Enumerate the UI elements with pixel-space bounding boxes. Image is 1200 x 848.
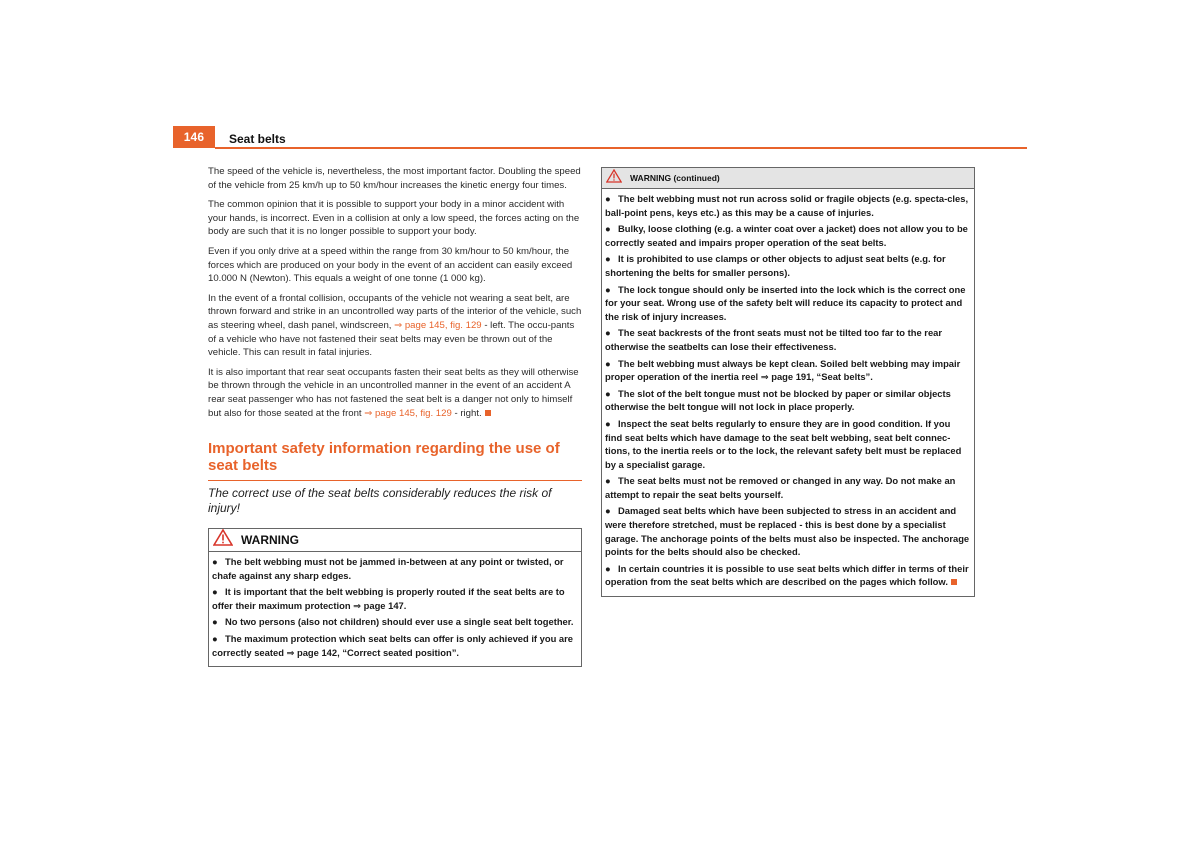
- bullet-icon: ●: [605, 387, 611, 399]
- warning-item-text: No two persons (also not children) should ever use a single seat belt together.: [225, 616, 574, 628]
- warning-header: [602, 168, 974, 189]
- warning-item-text: The seat belts must not be removed or changed in any way. Do not make an attempt to repair the seat belts yourself.: [605, 475, 956, 500]
- bullet-icon: ●: [605, 357, 611, 369]
- end-of-section-icon: [485, 410, 491, 416]
- warning-item: [605, 562, 970, 589]
- bullet-icon: ●: [605, 505, 611, 517]
- warning-item-text: The belt webbing must not be jammed in-between at any point or twisted, or chafe against any sharp edges.: [212, 556, 564, 581]
- bullet-icon: ●: [605, 475, 611, 487]
- warning-item: [605, 252, 970, 279]
- warning-item-text: Inspect the seat belts regularly to ensure they are in good condition. If you find seat belts which have damage to the seat belt webbing, seat belt connec-tions, to the inertia reels or to the lock, the relevant safety belt must be replaced by a specialist garage.: [605, 417, 962, 470]
- warning-item-text: Damaged seat belts which have been subjected to stress in an accident and were therefore stretched, must be replaced - this is best done by a specialist garage. The anchorage points of the belts must also be inspected. The anchorage points for the belts should also be checked.: [605, 505, 970, 558]
- bullet-icon: ●: [605, 417, 611, 429]
- bullet-icon: ●: [605, 223, 611, 235]
- warning-item: [605, 504, 970, 558]
- bullet-icon: ●: [605, 193, 611, 204]
- right-column: [601, 167, 975, 597]
- warning-item-text: It is prohibited to use clamps or other objects to adjust seat belts (e.g. for shortening the belts for smaller persons).: [605, 253, 946, 278]
- bullet-icon: ●: [605, 562, 611, 574]
- warning-item: [605, 192, 970, 219]
- paragraph: The speed of the vehicle is, nevertheless, the most important factor. Doubling the speed of the vehicle from 25 km/h up to 50 km/hour increases the kinetic energy four times.: [208, 166, 581, 191]
- paragraph-text: - right.: [451, 407, 482, 419]
- warning-item: [212, 632, 577, 659]
- warning-item-text: The belt webbing must not run across solid or fragile objects (e.g. specta-cles, ball-point pens, keys etc.) as this may be a cause of injuries.: [605, 193, 969, 218]
- warning-label: WARNING: [241, 533, 299, 548]
- bullet-icon: ●: [212, 556, 218, 568]
- bullet-icon: ●: [212, 633, 218, 645]
- warning-item: [605, 474, 970, 501]
- paragraph: The common opinion that it is possible to support your body in a minor accident with your hands, is incorrect. Even in a collision at only a low speed, the forces acting on the body are such that it is no longer possible to support your body.: [208, 199, 580, 238]
- warning-item: [605, 357, 970, 384]
- warning-item: [605, 222, 970, 249]
- warning-item-text: The maximum protection which seat belts can offer is only achieved if you are correctly seated ⇒ page 142, “Correct seated position”.: [212, 633, 574, 658]
- paragraph-text: In the event of a frontal collision, occupants of the vehicle not wearing a seat belt, are thrown forward and strike in an uncontrolled way parts of the interior of the vehicle, such as steering wheel, dash panel, windscreen,: [208, 292, 582, 331]
- warning-item-text: The slot of the belt tongue must not be blocked by paper or similar objects otherwise the belt tongue will not lock in place properly.: [605, 387, 951, 413]
- page-number: 146: [173, 126, 215, 148]
- warning-item: [605, 417, 970, 471]
- paragraph: Even if you only drive at a speed within the range from 30 km/hour to 50 km/hour, the forces which are produced on your body in the event of an accident can easily exceed 10.000 N (Newton). This equals a weight of one tonne (1 000 kg).: [208, 245, 573, 285]
- warning-item-text: In certain countries it is possible to use seat belts which differ in terms of their operation from the seat belts which are described on the pages which follow.: [605, 562, 969, 588]
- bullet-icon: ●: [212, 586, 218, 598]
- warning-item: [212, 555, 577, 582]
- section-divider: [208, 480, 582, 481]
- warning-item: [212, 615, 577, 629]
- warning-item-text: The lock tongue should only be inserted into the lock which is the correct one for your seat. Wrong use of the safety belt will reduce its capacity to protect and the risk of injury increases.: [605, 283, 966, 322]
- paragraph-text: - left. The occu-pants of a vehicle who have not fastened their seat belts may even be thrown out of the vehicle. This can result in fatal injuries.: [208, 319, 575, 359]
- paragraph-text: It is also important that rear seat occupants fasten their seat belts as they will otherwise be thrown through the vehicle in an uncontrolled manner in the event of an accident A rear seat passenger who has not fastened the seat belt is a danger not only to himself but also for those seated at the front: [208, 366, 579, 419]
- warning-item: [605, 387, 970, 414]
- warning-item: [212, 585, 577, 612]
- warning-item-text: Bulky, loose clothing (e.g. a winter coat over a jacket) does not allow you to be correctly seated and impairs proper operation of the seat belts.: [605, 223, 968, 248]
- warning-box-continued: [601, 167, 975, 597]
- warning-box: [208, 528, 582, 667]
- paragraph: [208, 292, 582, 360]
- warning-item: [605, 326, 970, 353]
- header-divider: [215, 147, 1027, 149]
- page-reference-link[interactable]: ⇒ page 145, fig. 129: [364, 407, 452, 419]
- warning-body: [209, 552, 581, 666]
- warning-item-text: It is important that the belt webbing is properly routed if the seat belts are to offer their maximum protection ⇒ page 147.: [212, 586, 565, 611]
- paragraph: [208, 366, 582, 420]
- left-column: [208, 165, 582, 667]
- warning-body: [602, 189, 974, 596]
- warning-header: [209, 529, 581, 552]
- page-title: Seat belts: [229, 132, 286, 146]
- warning-item-text: The belt webbing must always be kept clean. Soiled belt webbing may impair proper operation of the inertia reel ⇒ page 191, “Seat belts”.: [605, 357, 961, 383]
- section-heading: Important safety information regarding the use of seat belts: [208, 440, 560, 475]
- section-intro: The correct use of the seat belts considerably reduces the risk of injury!: [208, 486, 552, 516]
- warning-item: [605, 283, 970, 324]
- bullet-icon: ●: [605, 283, 611, 295]
- warning-item-text: The seat backrests of the front seats must not be tilted too far to the rear otherwise the seatbelts can lose their effectiveness.: [605, 327, 943, 352]
- bullet-icon: ●: [605, 253, 611, 265]
- bullet-icon: ●: [212, 616, 218, 628]
- page-reference-link[interactable]: ⇒ page 145, fig. 129: [394, 319, 482, 331]
- warning-triangle-icon: [606, 169, 622, 188]
- warning-label: WARNING (continued): [630, 173, 720, 183]
- end-of-section-icon: [951, 579, 957, 585]
- warning-triangle-icon: [213, 529, 233, 551]
- bullet-icon: ●: [605, 327, 611, 339]
